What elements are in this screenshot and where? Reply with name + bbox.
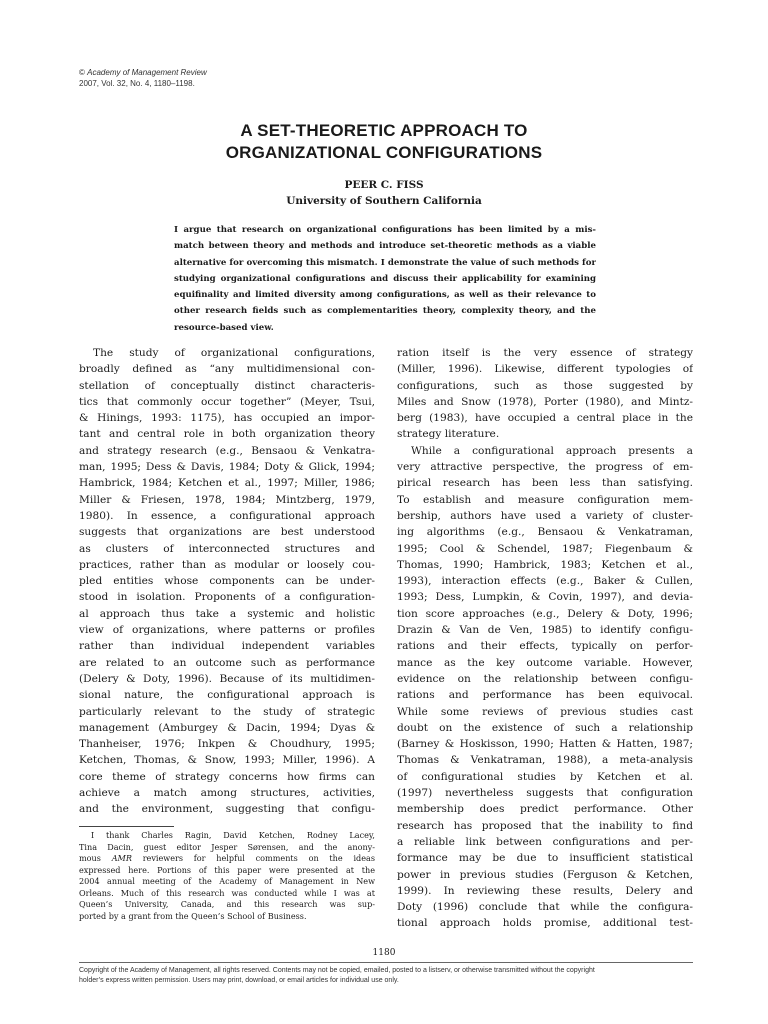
body-line: broadly defined as “any multidimensional con- (79, 363, 375, 376)
footnote-text: reviewers for helpful comments on the ideas (131, 853, 375, 863)
footnote-line: ported by a grant from the Queen’s School of Business. (79, 910, 307, 921)
body-line: a reliable link between configurations and per- (397, 835, 693, 848)
footnote-line: I thank Charles Ragin, David Ketchen, Rodney Lacey, (91, 830, 375, 840)
body-line: 1999). In reviewing these results, Delery and (397, 884, 693, 897)
author-block (0, 177, 768, 209)
body-line: as clusters of interconnected structures and (79, 542, 375, 555)
abstract-line: match between theory and methods and introduce set-theoretic methods as a viable (174, 241, 596, 252)
body-line: are related to an outcome such as performance (79, 656, 375, 669)
body-line: pirical research has been less than satisfying. (397, 477, 693, 490)
footnote-line: 2004 annual meeting of the Academy of Management in New (79, 876, 375, 886)
body-line: and the environment, suggesting that configu- (79, 803, 375, 816)
footnote-line: Queen’s University, Canada, and this research was sup- (79, 899, 375, 909)
abstract-line: other research fields such as complementarities theory, complexity theory, and the (174, 306, 596, 317)
body-line: (Delery & Doty, 1996). Because of its multidimen- (79, 672, 375, 685)
body-line: 1993; Dess, Lumpkin, & Covin, 1997), and devia- (397, 591, 693, 604)
body-line: Hambrick, 1984; Ketchen et al., 1997; Miller, 1986; (79, 477, 375, 490)
body-line: configurations, such as those suggested by (397, 379, 693, 392)
body-line: stellation of conceptually distinct characteris- (79, 379, 375, 392)
body-line: core theme of strategy concerns how firms can (79, 770, 375, 783)
body-line: achieve a match among structures, activities, (79, 787, 375, 800)
body-line: and strategy research (e.g., Bensaou & Venkatra- (79, 444, 375, 457)
bottom-divider (79, 962, 693, 963)
body-line: & Hinings, 1993: 1175), has occupied an impor- (79, 412, 375, 425)
body-line: suggests that organizations are best understood (79, 526, 375, 539)
footnote-journal-abbrev: AMR (111, 853, 132, 863)
body-line: sional nature, the configurational approach is (79, 689, 375, 702)
body-line: 1980). In essence, a configurational approach (79, 509, 375, 522)
body-line: (Miller, 1996). Likewise, different typologies of (397, 363, 693, 376)
author-affiliation: University of Southern California (286, 195, 482, 207)
body-line: pled entities whose components can be under- (79, 575, 375, 588)
body-line: practices, rather than as modular or loosely cou- (79, 558, 375, 571)
abstract-line: equifinality and limited diversity among configurations, as well as their relevance to (174, 290, 596, 301)
body-line: Thomas, 1990; Hambrick, 1983; Ketchen et al., (397, 558, 693, 571)
body-line: Thomas & Venkatraman, 1988), a meta-analysis (397, 754, 693, 767)
body-line: formance may be due to insufficient statistical (397, 852, 693, 865)
body-line: bership, authors have used a variety of cluster- (397, 509, 693, 522)
body-line: man, 1995; Dess & Davis, 1984; Doty & Glick, 1994; (79, 461, 375, 474)
page-number: 1180 (372, 948, 396, 958)
body-line: Drazin & Van de Ven, 1985) to identify configu- (397, 624, 693, 637)
body-line: stood in isolation. Proponents of a configuration- (79, 591, 375, 604)
abstract-line: I argue that research on organizational configurations has been limited by a mis- (174, 225, 596, 235)
journal-name: Academy of Management Review (87, 68, 207, 77)
body-column-right (397, 345, 693, 932)
body-line: tion score approaches (e.g., Delery & Doty, 1996; (397, 607, 693, 620)
copyright-line: Copyright of the Academy of Management, all rights reserved. Contents may not be copied, emailed, posted to a listserv, or otherwise transmitted without the copyright (79, 967, 595, 974)
title-line-2: ORGANIZATIONAL CONFIGURATIONS (225, 143, 543, 162)
body-line: While a configurational approach presents a (411, 444, 693, 457)
copyright-mark: © (79, 68, 85, 77)
body-line: 1995; Cool & Schendel, 1987; Fiegenbaum & (397, 542, 693, 555)
body-line: Doty (1996) conclude that while the configura- (397, 901, 693, 914)
author-name: PEER C. FISS (344, 179, 424, 191)
body-line: tional approach holds promise, additional test- (397, 917, 693, 930)
body-line: ration itself is the very essence of strategy (397, 347, 693, 359)
body-line: While some reviews of previous studies cast (397, 705, 693, 718)
body-line: membership does predict performance. Other (397, 803, 693, 816)
body-line: The study of organizational configurations, (93, 347, 375, 359)
body-line: power in previous studies (Ferguson & Ketchen, (397, 868, 693, 881)
body-line: Ketchen, Thomas, & Snow, 1993; Miller, 1996). A (79, 754, 375, 767)
body-line: (Barney & Hoskisson, 1990; Hatten & Hatten, 1987; (397, 738, 693, 751)
abstract-line: resource-based view. (174, 322, 274, 333)
abstract-line: alternative for overcoming this mismatch. I demonstrate the value of such methods for (174, 257, 596, 268)
footnote-line: Tina Dacin, guest editor Jesper Sørensen, and the anony- (79, 841, 375, 852)
body-line: evidence on the relationship between configu- (397, 672, 693, 685)
title-line-1: A SET-THEORETIC APPROACH TO (240, 121, 528, 140)
body-line: research has proposed that the inability to find (397, 819, 693, 832)
body-line: of configurational studies by Ketchen et al. (397, 770, 693, 783)
body-line: Thanheiser, 1976; Inkpen & Choudhury, 1995; (79, 738, 375, 751)
footnote-text: mous (79, 853, 112, 863)
body-line: (1997) nevertheless suggests that configuration (397, 787, 693, 800)
copyright-notice (79, 966, 693, 986)
body-line: tics that commonly occur together” (Meyer, Tsui, (79, 395, 375, 408)
abstract-line: studying organizational configurations and discuss their applicability for examining (174, 273, 596, 284)
footnote-line: expressed here. Portions of this paper were presented at the (79, 864, 375, 875)
body-line: mance as the key outcome variable. However, (397, 656, 693, 669)
body-line: berg (1983), have occupied a central place in the (397, 412, 693, 425)
body-line: tant and central role in both organization theory (79, 428, 375, 441)
journal-name-line (79, 67, 207, 78)
journal-citation (79, 67, 207, 89)
body-line: rations and their effects, typically on perfor- (397, 640, 693, 653)
body-line: rather than individual independent variables (79, 640, 375, 653)
body-column-left (79, 345, 375, 818)
abstract (174, 224, 596, 338)
footnote (79, 830, 375, 922)
body-line: strategy literature. (397, 428, 500, 441)
body-line: Miles and Snow (1978), Porter (1980), and Mintz- (397, 395, 693, 408)
article-title (0, 120, 768, 164)
footnote-line (79, 853, 375, 865)
body-line: To establish and measure configuration mem- (397, 493, 693, 506)
body-line: Miller & Friesen, 1978, 1984; Mintzberg, 1979, (79, 493, 375, 506)
body-line: ing algorithms (e.g., Bensaou & Venkatraman, (397, 526, 693, 539)
body-line: al approach thus take a systemic and holistic (79, 607, 375, 620)
footnote-line: Orleans. Much of this research was conducted while I was at (79, 887, 375, 898)
body-line: management (Amburgey & Dacin, 1994; Dyas & (79, 721, 375, 734)
body-line: view of organizations, where patterns or profiles (79, 624, 375, 637)
body-line: very attractive perspective, the progress of em- (397, 461, 693, 474)
body-line: particularly relevant to the study of strategic (79, 705, 375, 718)
body-line: rations and performance has been equivocal. (397, 689, 693, 702)
copyright-line: holder’s express written permission. Users may print, download, or email articles for individual use only. (79, 977, 399, 984)
journal-issue: 2007, Vol. 32, No. 4, 1180–1198. (79, 79, 195, 88)
body-line: doubt on the existence of such a relationship (397, 721, 693, 734)
body-line: 1993), interaction effects (e.g., Baker & Cullen, (397, 575, 693, 588)
footnote-divider (79, 826, 174, 827)
